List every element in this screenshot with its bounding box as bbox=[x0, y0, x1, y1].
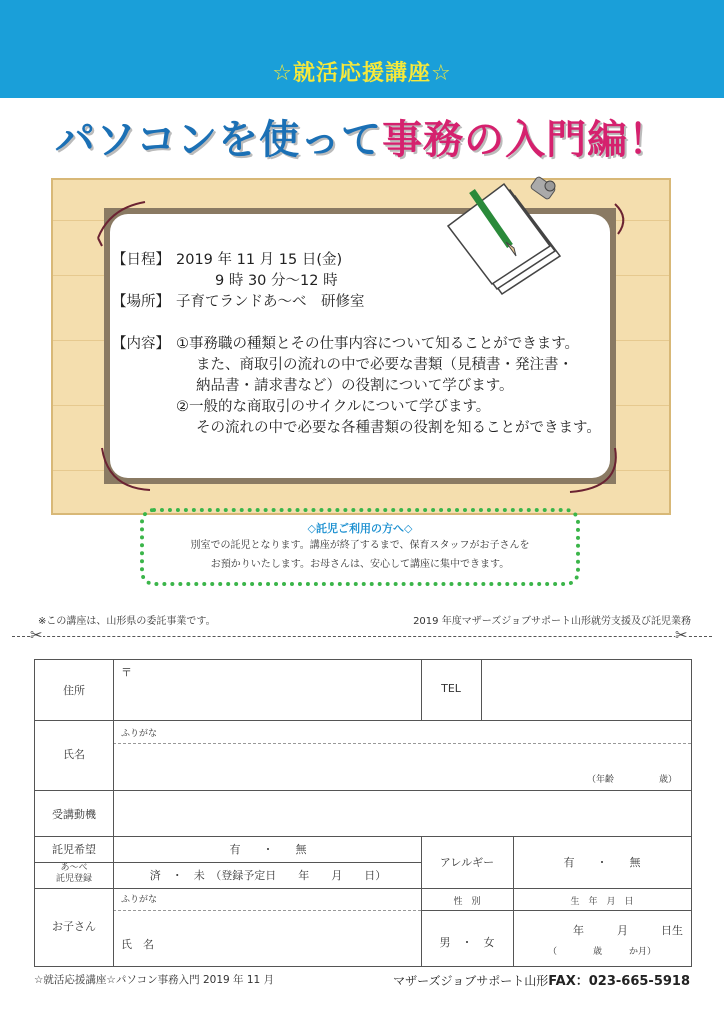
scissors-icon: ✂ bbox=[30, 626, 43, 644]
abe-registration-options[interactable]: 済 ・ 未 （登録予定日 年 月 日） bbox=[149, 869, 387, 882]
course-subtitle: ☆就活応援講座☆ bbox=[272, 61, 452, 86]
birthdate-line[interactable]: 年 月 日生 bbox=[573, 924, 683, 937]
content-label: 【内容】 bbox=[112, 336, 170, 352]
footer-fax: FAX：023-665-5918 bbox=[548, 974, 690, 989]
child-age-line[interactable]: （ 歳 か月） bbox=[547, 947, 656, 957]
schedule-date: 2019 年 11 月 15 日(金) bbox=[176, 252, 343, 268]
furigana-label: ふりがな bbox=[121, 729, 158, 739]
allergy-label: アレルギー bbox=[439, 856, 495, 869]
title-part-pink: 事務の入門編！ bbox=[382, 117, 670, 163]
childcare-request-label: 託児希望 bbox=[52, 843, 96, 856]
child-furigana-label: ふりがな bbox=[121, 895, 158, 905]
childcare-request-options[interactable]: 有 ・ 無 bbox=[229, 843, 307, 856]
schedule-label: 【日程】 bbox=[112, 252, 170, 268]
content-line-5: その流れの中で必要な各種書類の役割を知ることができます。 bbox=[196, 420, 601, 436]
child-name-label: 氏 名 bbox=[121, 938, 154, 951]
motivation-field[interactable] bbox=[115, 792, 689, 834]
commission-note: ※この講座は、山形県の委託事業です。 bbox=[38, 616, 216, 627]
motivation-label: 受講動機 bbox=[52, 808, 96, 821]
address-label: 住所 bbox=[63, 684, 85, 697]
page-title bbox=[0, 108, 724, 165]
content-line-2: また、商取引の流れの中で必要な書類（見積書・発注書・ bbox=[196, 357, 573, 373]
childcare-line-1: 別室での託児となります。講座が終了するまで、保育スタッフがお子さんを bbox=[190, 540, 530, 551]
child-label: お子さん bbox=[52, 920, 96, 933]
content-line-1: ①事務職の種類とその仕事内容について知ることができます。 bbox=[176, 336, 580, 352]
birthdate-header: 生 年 月 日 bbox=[570, 897, 634, 907]
content-line-4: ②一般的な商取引のサイクルについて学びます。 bbox=[176, 399, 491, 415]
schedule-time: 9 時 30 分～12 時 bbox=[215, 273, 338, 289]
address-field[interactable] bbox=[115, 674, 419, 718]
cut-line bbox=[12, 636, 712, 637]
postal-mark: 〒 bbox=[121, 666, 132, 679]
course-details bbox=[112, 250, 601, 439]
program-note: 2019 年度マザーズジョブサポート山形就労支援及び託児業務 bbox=[413, 616, 691, 627]
tel-field[interactable] bbox=[483, 662, 689, 718]
place-label: 【場所】 bbox=[112, 294, 170, 310]
allergy-options[interactable]: 有 ・ 無 bbox=[563, 856, 641, 869]
application-form bbox=[34, 659, 692, 967]
tel-label: TEL bbox=[441, 682, 461, 695]
childcare-line-2: お預かりいたします。お母さんは、安心して講座に集中できます。 bbox=[210, 559, 510, 570]
footer-org: マザーズジョブサポート山形 bbox=[393, 974, 549, 988]
age-text: （年齢 歳） bbox=[586, 775, 677, 785]
gender-header: 性 別 bbox=[453, 897, 481, 907]
place-value: 子育てランドあ～べ 研修室 bbox=[176, 294, 365, 310]
title-part-blue: パソコンを使って bbox=[54, 117, 383, 163]
content-line-3: 納品書・請求書など）の役割について学びます。 bbox=[196, 378, 514, 394]
name-field[interactable] bbox=[115, 746, 555, 786]
name-label: 氏名 bbox=[63, 748, 85, 761]
childcare-notice bbox=[140, 508, 580, 586]
gender-options[interactable]: 男 ・ 女 bbox=[439, 936, 495, 949]
footer-contact bbox=[393, 970, 690, 989]
child-name-field[interactable] bbox=[165, 914, 415, 962]
footer-course-name: ☆就活応援講座☆パソコン事務入門 2019 年 11 月 bbox=[34, 974, 275, 986]
scissors-icon: ✂ bbox=[675, 626, 688, 644]
childcare-title: ◇託児ご利用の方へ◇ bbox=[307, 522, 413, 535]
abe-registration-label: あ～べ 託児登録 bbox=[55, 863, 92, 884]
